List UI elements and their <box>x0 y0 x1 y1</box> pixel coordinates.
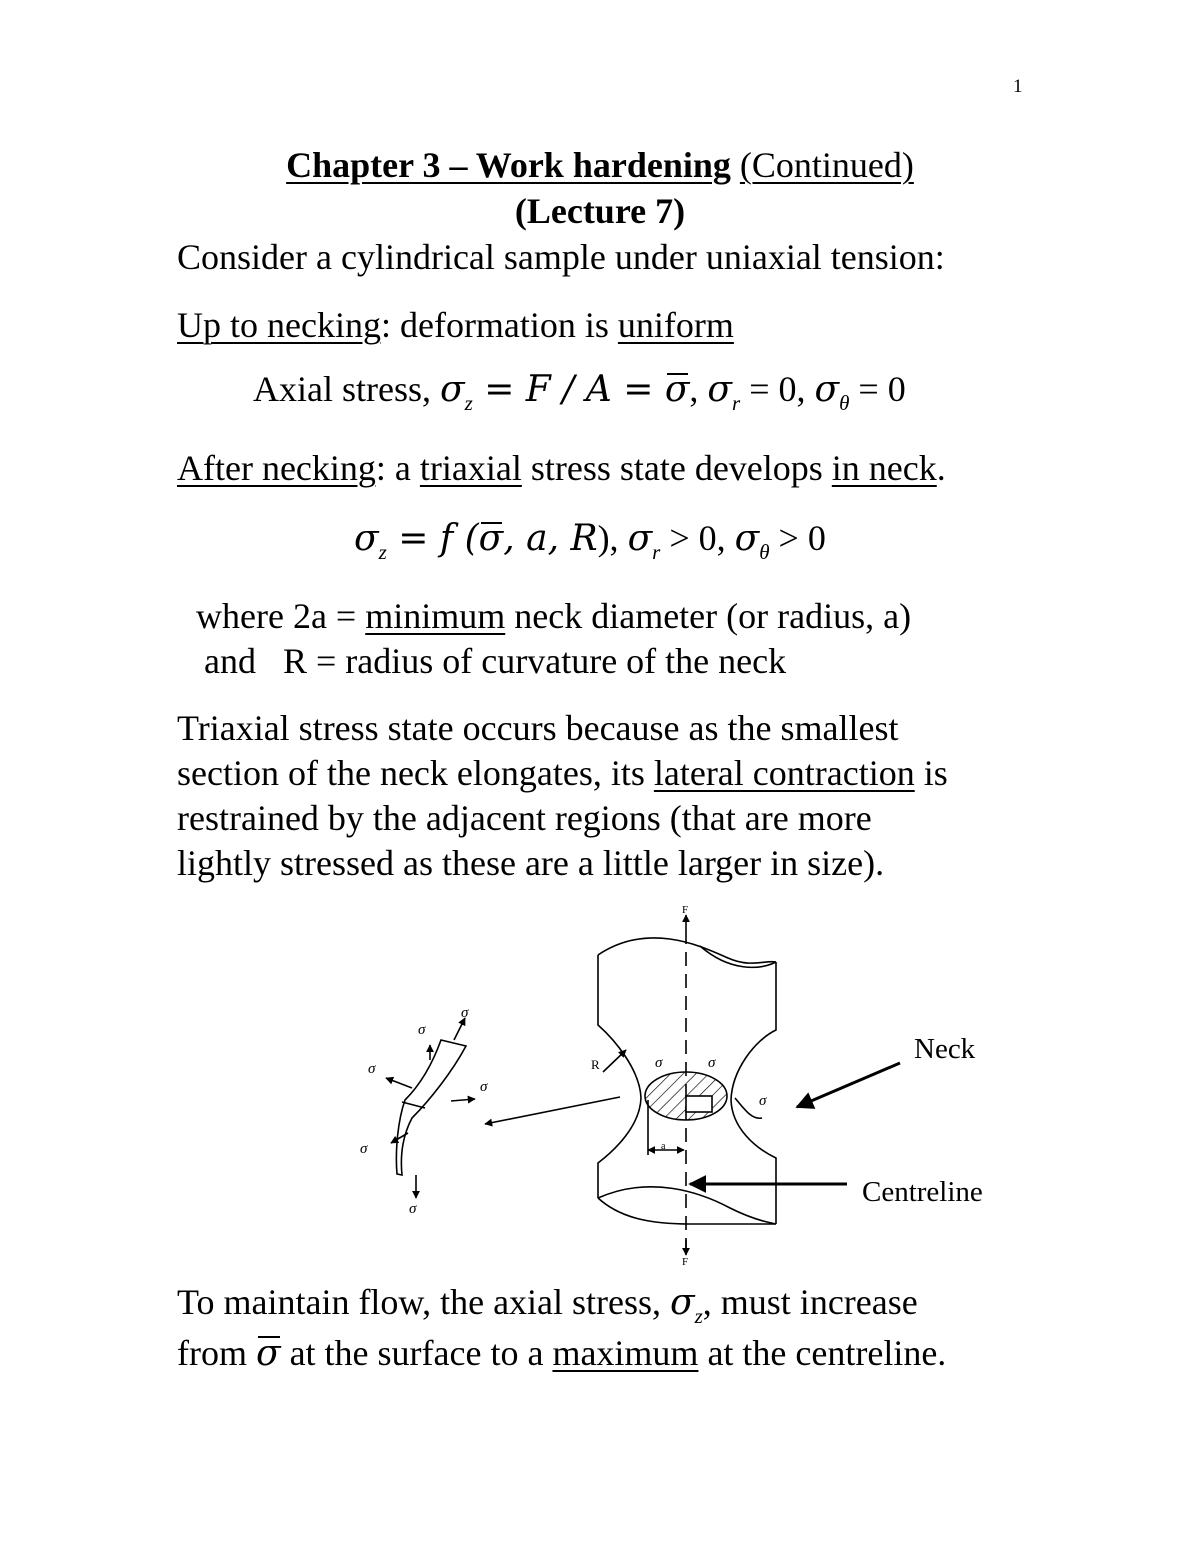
where-1b: neck diameter (or radius, a) <box>505 596 912 636</box>
sigma-r-arc <box>735 1098 762 1118</box>
eq1-r-value: = 0, <box>740 369 815 409</box>
intro-text: Consider a cylindrical sample under uniaxial tension: <box>177 237 945 277</box>
eq1-sigma-r: σ <box>707 369 732 410</box>
eq2-r-value: > 0, <box>660 518 735 558</box>
after-necking-t1: : a <box>375 448 420 488</box>
eq2-sigma-r: σ <box>627 518 653 559</box>
sigma-el-left: σ <box>368 1061 376 1077</box>
eq1-sigma-theta: σ <box>814 369 840 410</box>
neck-arrow <box>797 1063 900 1107</box>
eq2-sigma-theta: σ <box>734 518 760 559</box>
paragraph-line-3: restrained by the adjacent regions (that are more <box>177 798 872 838</box>
triaxial-word: triaxial <box>419 448 522 488</box>
eq1-z: z <box>464 391 473 415</box>
eq2-args: , a, R <box>503 518 598 559</box>
element-arrow-left <box>386 1078 412 1088</box>
maximum-word: maximum <box>552 1333 699 1373</box>
sigma-neck-3: σ <box>759 1093 767 1109</box>
conclusion-line-2 <box>177 1331 946 1376</box>
specimen-bottom-edge <box>598 1187 776 1224</box>
eq2-theta-value: > 0 <box>769 518 826 558</box>
neck-label: Neck <box>914 1033 976 1065</box>
neck-quarter <box>686 1096 712 1112</box>
sigma-neck-2: σ <box>708 1055 716 1071</box>
title-continued: (Continued) <box>739 145 914 185</box>
where-line-2: and R = radius of curvature of the neck <box>204 641 787 681</box>
eq2-sigma-bar: σ <box>478 518 504 559</box>
lecture-label: (Lecture 7) <box>514 191 686 231</box>
specimen-top-inner <box>700 946 776 967</box>
radius-label: R <box>591 1057 600 1072</box>
conclusion-sigma-bar: σ <box>255 1333 281 1374</box>
sigma-el-top: σ <box>461 1005 469 1021</box>
sigma-neck-1: σ <box>655 1055 663 1071</box>
up-to-necking-text: : deformation is <box>380 305 618 345</box>
minimum-word: minimum <box>365 596 506 636</box>
sigma-el-bottom: σ <box>409 1201 417 1217</box>
paragraph-2b: is <box>914 753 948 793</box>
radius-arrow <box>603 1050 626 1072</box>
specimen-bottom-inner <box>598 1198 776 1224</box>
up-to-necking-label: Up to necking <box>177 305 381 345</box>
eq2-sigma-z: σ <box>354 518 379 559</box>
paragraph-line-1: Triaxial stress state occurs because as the smallest <box>177 708 899 748</box>
force-top-label: F <box>682 904 689 916</box>
sigma-el-right: σ <box>480 1079 488 1095</box>
eq1-prefix: Axial stress, <box>253 369 440 409</box>
force-bottom-label: F <box>682 1256 689 1268</box>
after-necking-label: After necking <box>177 448 376 488</box>
stress-element <box>396 1040 466 1175</box>
element-arrow-right <box>451 1099 475 1101</box>
eq1-rest: = F / A = <box>472 369 665 410</box>
element-arrow-top <box>454 1018 465 1040</box>
lateral-contraction: lateral contraction <box>653 753 915 793</box>
eq2-theta: θ <box>759 540 770 564</box>
conclusion-2a: from <box>177 1333 256 1373</box>
conclusion-1a: To maintain flow, the axial stress, <box>177 1282 671 1322</box>
uniform-word: uniform <box>617 305 734 345</box>
where-1a: where 2a = <box>196 596 366 636</box>
eq2-close: ), <box>597 518 628 558</box>
centreline-label: Centreline <box>862 1176 983 1208</box>
conclusion-2b: at the surface to a <box>280 1333 553 1373</box>
sigma-el-lowleft: σ <box>360 1141 368 1157</box>
eq1-theta-value: = 0 <box>849 369 906 409</box>
conclusion-z: z <box>694 1304 703 1328</box>
eq1-sigma-bar: σ <box>664 369 690 410</box>
element-leader <box>485 1097 620 1124</box>
in-neck-word: in neck <box>831 448 937 488</box>
paragraph-line-4: lightly stressed as these are a little larger in size). <box>177 843 885 883</box>
eq2-f: = f ( <box>386 518 479 559</box>
conclusion-line-1 <box>177 1280 918 1329</box>
eq1-theta: θ <box>839 391 850 415</box>
a-label: a <box>661 1141 666 1152</box>
eq1-r: r <box>732 391 741 415</box>
after-necking-t2: stress state develops <box>521 448 832 488</box>
eq1-sigma-z: σ <box>439 369 465 410</box>
conclusion-2c: at the centreline. <box>698 1333 947 1373</box>
specimen-left-edge <box>598 955 641 1198</box>
title-bold: Chapter 3 – Work hardening <box>286 145 731 185</box>
eq1-sep: , <box>689 369 708 409</box>
element-arrow-lowleft <box>391 1133 408 1143</box>
conclusion-1b: , must increase <box>702 1282 918 1322</box>
conclusion-sigma: σ <box>670 1282 695 1323</box>
eq2-r: r <box>652 540 661 564</box>
specimen-top-edge <box>598 938 776 963</box>
sigma-el-up: σ <box>418 1022 426 1038</box>
eq2-z: z <box>378 540 387 564</box>
page-number: 1 <box>1013 76 1023 97</box>
after-necking-t3: . <box>936 448 946 488</box>
paragraph-2a: section of the neck elongates, its <box>177 753 654 793</box>
